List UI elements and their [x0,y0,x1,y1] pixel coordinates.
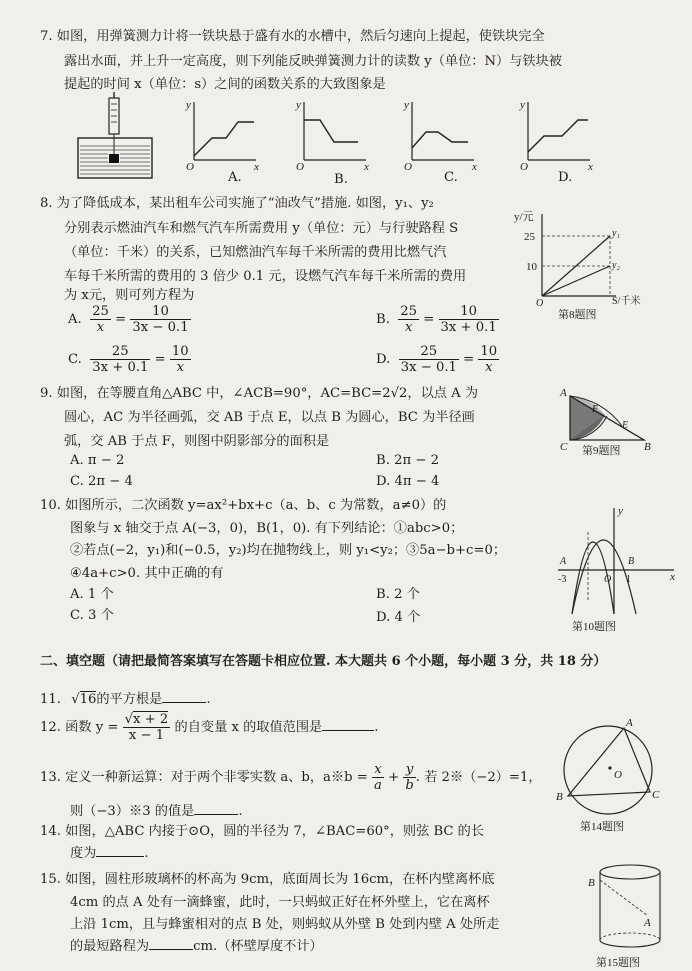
q8-line4: 车每千米所需的费用的 3 倍少 0.1 元，设燃气汽车每千米所需的费用 [64,269,467,284]
q9-line3: 弧，交 AB 于点 F，则图中阴影部分的面积是 [64,434,330,449]
q10-fig-a: A [560,556,567,567]
q15-line2: 4cm 的点 A 处有一滴蜂蜜，此时，一只蚂蚁正好在杯外壁上，它在离杯 [70,895,490,910]
q14-pt-o: O [614,769,622,781]
q11: 11. √16的平方根是 . [40,692,211,707]
q10-fig-m3: -3 [558,574,567,585]
q14-pt-c: C [652,789,660,801]
q10-line1: 10. 如图所示，二次函数 y=ax²+bx+c（a、b、c 为常数，a≠0）的 [40,498,447,513]
q8-option-a[interactable]: A. $\frac{25}{x}$ = $\frac{10}{3x - 0.1}$ [68,304,189,335]
q7-option-a[interactable]: A. [228,170,242,185]
q10-fig-1: 1 [626,574,631,585]
q7c-o: O [404,161,412,173]
q9-pt-a: A [560,387,567,399]
q9-pt-b: B [644,441,651,453]
q9-caption: 第9题图 [582,445,621,457]
q10-fig-b: B [628,556,635,567]
q10-option-d[interactable]: D. 4 个 [376,610,421,625]
q8-line3: （单位：千米）的关系，已知燃油汽车每千米所需的费用比燃气汽 [64,245,447,260]
q7-option-d[interactable]: D. [558,170,573,185]
q7d-o: O [520,161,528,173]
q15-caption: 第15题图 [596,957,640,969]
q14-caption: 第14题图 [580,821,624,833]
q13: 13. 定义一种新运算：对于两个非零实数 a、b，a※b = $\frac{x}{a}$ + $\frac{y}{b}$ . 若 2※（−2）=1， [40,762,542,793]
q10-fig-o: O [604,574,612,585]
q8-line1: 8. 为了降低成本，某出租车公司实施了“油改气”措施. 如图，y₁、y₂ [40,196,434,211]
q8-line5: 为 x元，则可列方程为 [64,288,195,303]
q7-graph-d [520,98,600,173]
q10-option-c[interactable]: C. 3 个 [70,608,114,623]
q8-fig-25: 25 [524,231,535,243]
q10-option-b[interactable]: B. 2 个 [376,587,420,602]
q9-option-c[interactable]: C. 2π − 4 [70,474,133,489]
q13-line2: 则（−3）※3 的值是 . [70,804,243,819]
q15-line1: 15. 如图，圆柱形玻璃杯的杯高为 9cm，底面周长为 16cm，在杯内壁离杯底 [40,872,495,887]
q8-option-d[interactable]: D. $\frac{25}{3x - 0.1}$ = $\frac{10}{x}$ [376,344,498,375]
q7-graph-a [186,98,266,173]
q12-answer-blank[interactable] [322,730,374,731]
q7-graph-b [296,98,376,173]
q10-line2: 图象与 x 轴交于点 A(−3，0)，B(1，0). 有下列结论：①abc>0； [70,521,464,536]
q7b-o: O [296,161,304,173]
q14-pt-b: B [556,791,563,803]
q9-pt-e: E [622,420,629,431]
q12: 12. 函数 y = $\frac{√x + 2}{x - 1}$ 的自变量 x 的取值范围是 . [40,712,379,743]
q14-pt-a: A [626,717,633,729]
q14-figure [552,712,672,832]
q9-option-b[interactable]: B. 2π − 2 [376,453,439,468]
q8-fig-xlabel: S/千米 [612,296,641,307]
q10-fig-x: x [670,571,675,583]
q8-figure [512,210,662,322]
q8-fig-10: 10 [526,261,537,273]
q8-fig-ylabel: y/元 [514,211,534,223]
q14-answer-blank[interactable] [96,856,144,857]
q8-line2: 分别表示燃油汽车和燃气汽车所需费用 y（单位：元）与行驶路程 S [64,221,459,236]
q15-pt-a: A [644,917,651,929]
q10-caption: 第10题图 [572,621,616,633]
q8-fig-o: O [536,298,544,309]
q9-line1: 9. 如图，在等腰直角△ABC 中，∠ACB=90°，AC=BC=2√2，以点 A 为 [40,386,479,401]
q7-line3: 提起的时间 x（单位：s）之间的函数关系的大致图象是 [64,77,386,92]
q8-fig-y1: y₁ [612,228,620,239]
q7-option-b[interactable]: B. [334,172,348,187]
q13-answer-blank[interactable] [194,814,238,815]
q9-line2: 圆心，AC 为半径画弧，交 AB 于点 E，以点 B 为圆心，BC 为半径画 [64,410,475,425]
q10-fig-y: y [618,505,623,517]
q9-figure [556,388,666,472]
q15-figure [588,862,678,970]
q8-option-b[interactable]: B. $\frac{25}{x}$ = $\frac{10}{3x + 0.1}$ [376,304,497,335]
q7c-y: y [404,99,409,111]
q8-fig-y2: y₂ [612,260,620,271]
q10-figure [548,502,682,634]
q9-pt-c: C [560,441,568,453]
q10-line3: ②若点(−2，y₁)和(−0.5，y₂)均在抛物线上，则 y₁<y₂；③5a−b+c=0； [70,543,507,558]
q7-line1: 7. 如图，用弹簧测力计将一铁块悬于盛有水的水槽中，然后匀速向上提起，使铁块完全 [40,29,545,44]
q14-line2: 度为 . [70,846,149,861]
q15-answer-blank[interactable] [149,949,193,950]
q9-pt-f: F [592,404,599,415]
q9-option-a[interactable]: A. π − 2 [70,453,125,468]
section-2-title: 二、填空题（请把最简答案填写在答题卡相应位置. 本大题共 6 个小题，每小题 3 分，共 18 分） [40,654,607,669]
q8-option-c[interactable]: C. $\frac{25}{3x + 0.1}$ = $\frac{10}{x}$ [68,344,189,375]
q7a-y: y [186,99,191,111]
q7b-y: y [296,99,301,111]
q11-answer-blank[interactable] [162,702,206,703]
q7b-x: x [364,161,369,173]
q7-apparatus-figure [72,92,182,188]
q7-graph-c [404,98,484,173]
q15-pt-b: B [588,877,595,889]
q15-line3: 上沿 1cm，且与蜂蜜相对的点 B 处，则蚂蚁从外壁 B 处到内壁 A 处所走 [70,917,500,932]
q15-line4: 的最短路程为 cm.（杯壁厚度不计） [70,939,323,954]
q7a-o: O [186,161,194,173]
q7-line2: 露出水面，并上升一定高度，则下列能反映弹簧测力计的读数 y（单位：N）与铁块被 [64,54,562,69]
q10-line4: ④4a+c>0. 其中正确的有 [70,566,224,581]
q7d-x: x [588,161,593,173]
q7-option-c[interactable]: C. [444,170,458,185]
q7c-x: x [472,161,477,173]
q9-option-d[interactable]: D. 4π − 4 [376,474,440,489]
q8-caption: 第8题图 [558,309,597,321]
q14-line1: 14. 如图，△ABC 内接于⊙O，圆的半径为 7，∠BAC=60°，则弦 BC 的长 [40,824,485,839]
q7d-y: y [520,99,525,111]
q10-option-a[interactable]: A. 1 个 [70,587,114,602]
q7a-x: x [254,161,259,173]
